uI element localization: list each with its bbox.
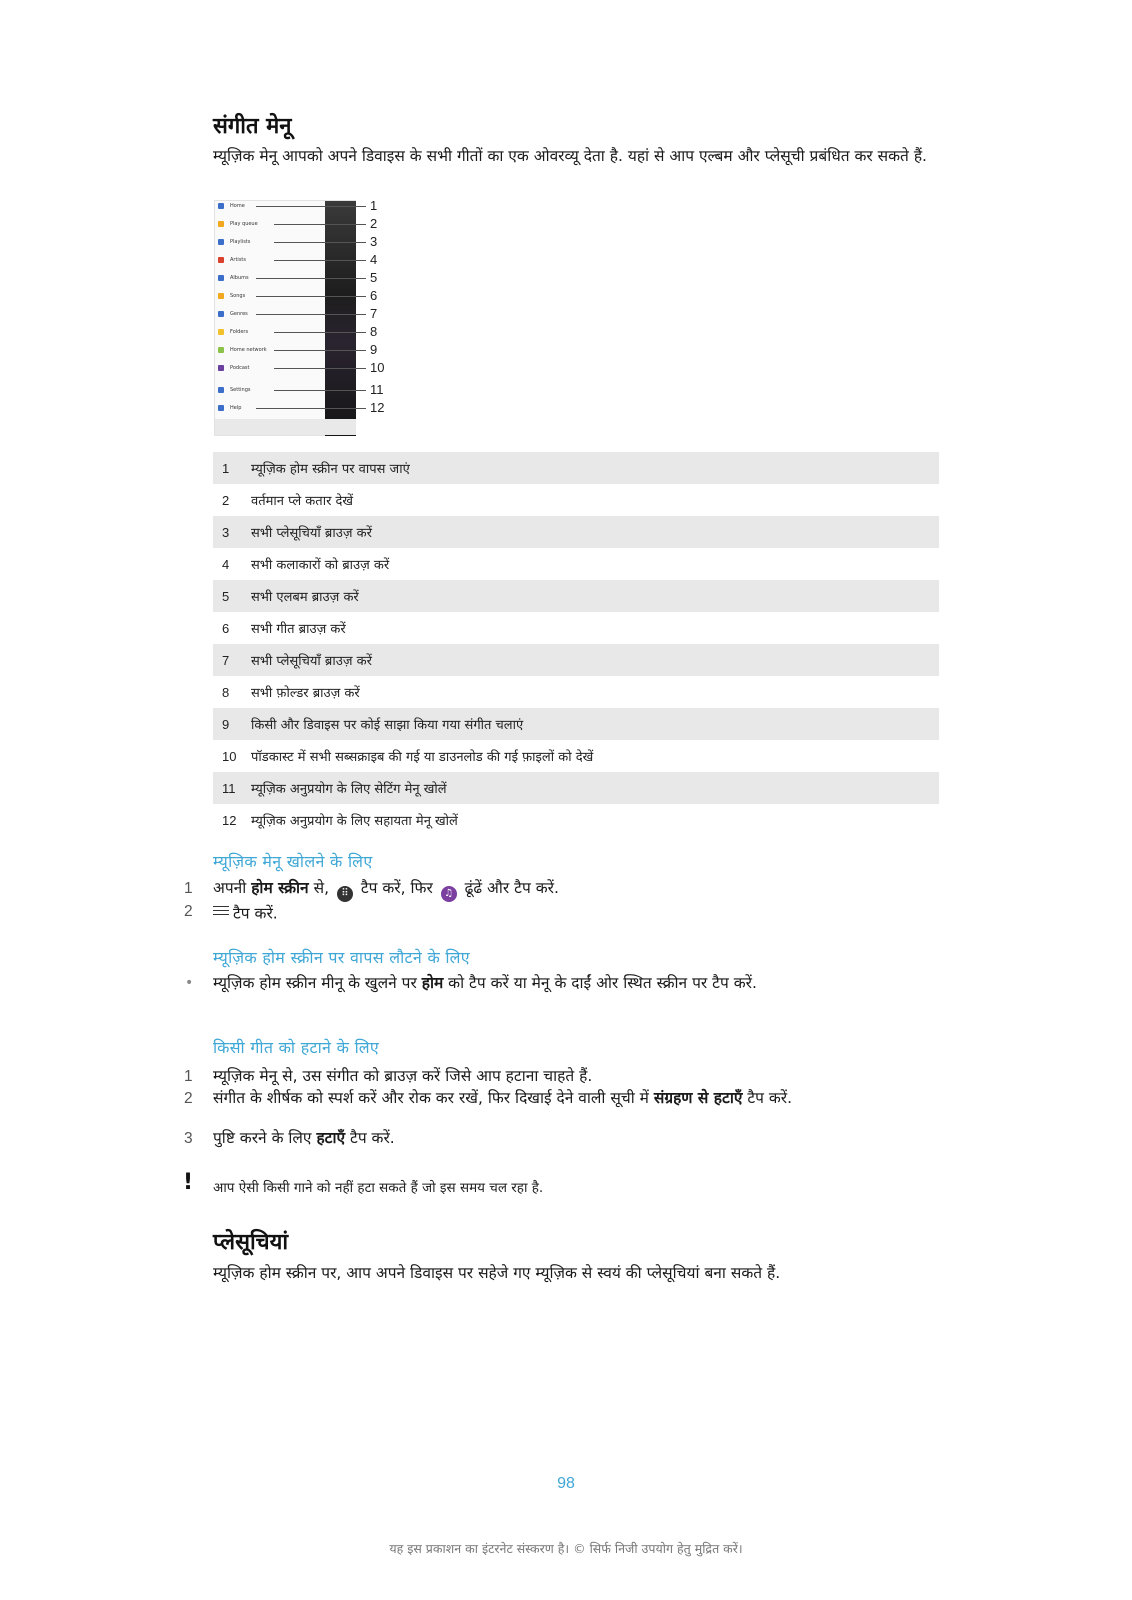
table-row [213,612,939,644]
callout-number: 5 [370,270,378,285]
row-description: वर्तमान प्ले कतार देखें [251,494,354,509]
step-number: 2 [184,903,193,920]
figure-menu-item [218,251,246,269]
section-title-playlists: प्लेसूचियां [213,1230,289,1255]
figure-menu-label: Home network [230,347,267,353]
step-text-part: अपनी [213,879,252,897]
table-row [213,708,939,740]
table-row [213,516,939,548]
figure-menu-icon [218,329,224,335]
row-number: 8 [222,684,230,700]
page-number: 98 [557,1475,575,1492]
figure-menu-item [218,381,251,399]
text-bold: संग्रहण से हटाएँ [653,1089,743,1107]
text-part: टैप करें. [742,1089,793,1107]
figure-menu-icon [218,365,224,371]
figure-menu-item [218,215,258,233]
callout-number: 8 [370,324,378,339]
text-part: टैप करें. [345,1129,395,1147]
music-app-icon: ♫ [441,886,457,902]
figure-menu-label: Home [230,203,245,209]
figure-menu-item [218,197,245,215]
page-footer: यह इस प्रकाशन का इंटरनेट संस्करण है। © सिर्फ निजी उपयोग हेतु मुद्रित करें। [389,1541,743,1556]
table-row [213,452,939,484]
figure-menu-item [218,269,249,287]
callout-leader-line [256,206,366,207]
step-number: 1 [184,1068,193,1085]
row-description: सभी प्लेसूचियाँ ब्राउज़ करें [251,526,372,541]
warning-icon: ! [183,1170,194,1195]
figure-menu-item [218,305,248,323]
step-text [213,903,913,923]
table-row [213,676,939,708]
text-bold: हटाएँ [316,1129,346,1147]
figure-menu-label: Settings [230,387,251,393]
step-number: 3 [184,1130,193,1147]
text-part: पुष्टि करने के लिए [213,1129,317,1147]
figure-menu-label: Playlists [230,239,251,245]
section-intro-playlists: म्यूज़िक होम स्क्रीन पर, आप अपने डिवाइस पर सहेजे गए म्यूज़िक से स्वयं की प्लेसूचियां बना सकते हैं. [213,1264,781,1282]
row-description: पॉडकास्ट में सभी सब्सक्राइब की गई या डाउनलोड की गई फ़ाइलों को देखें [251,750,594,765]
figure-menu-label: Podcast [230,365,250,371]
callout-number: 10 [370,360,385,375]
text-part: संगीत के शीर्षक को स्पर्श करें और रोक कर रखें, फिर दिखाई देने वाली सूची में [213,1089,654,1107]
section-title-music-menu: संगीत मेनू [213,114,292,139]
row-number: 3 [222,524,230,540]
heading-open-music-menu: म्यूज़िक मेनू खोलने के लिए [213,852,373,871]
callout-number: 2 [370,216,378,231]
figure-menu-label: Artists [230,257,246,263]
figure-menu-item [218,233,250,251]
figure-menu-icon [218,239,224,245]
step-text-bold: होम स्क्रीन [251,879,309,897]
row-description: म्यूज़िक होम स्क्रीन पर वापस जाएं [251,462,410,477]
row-number: 4 [222,556,230,572]
callout-leader-line [256,408,366,409]
hamburger-menu-icon [213,903,229,918]
text-bold: होम [421,974,444,992]
callout-leader-line [256,296,366,297]
figure-menu-label: Albums [230,275,249,281]
row-number: 2 [222,492,230,508]
callout-leader-line [274,332,366,333]
figure-menu-label: Genres [230,311,248,317]
callout-number: 7 [370,306,378,321]
figure-menu-icon [218,203,224,209]
callout-number: 3 [370,234,378,249]
table-row [213,580,939,612]
step-text [213,1090,853,1107]
row-description: म्यूज़िक अनुप्रयोग के लिए सहायता मेनू खोलें [251,814,458,829]
row-number: 12 [222,812,237,828]
figure-menu-label: Folders [230,329,249,335]
callout-leader-line [274,224,366,225]
figure-menu-icon [218,405,224,411]
row-description: सभी फ़ोल्डर ब्राउज़ करें [251,686,360,701]
phone-navbar [215,419,356,435]
row-description: सभी कलाकारों को ब्राउज़ करें [251,558,390,573]
phone-background-area [325,201,356,436]
figure-menu-icon [218,257,224,263]
table-row [213,484,939,516]
callout-leader-line [274,350,366,351]
text-part: को टैप करें या मेनू के दाईं ओर स्थित स्क्रीन पर टैप करें. [443,974,757,992]
step-text-part: ढूंढें और टैप करें. [459,879,559,897]
figure-menu-item [218,287,245,305]
step-text-part: टैप करें, फिर [355,879,438,897]
step-text [213,1130,913,1147]
row-number: 7 [222,652,230,668]
step-number: 2 [184,1090,193,1107]
row-description: सभी एलबम ब्राउज़ करें [251,590,359,605]
figure-menu-icon [218,221,224,227]
row-number: 9 [222,716,230,732]
callout-number: 9 [370,342,378,357]
step-number: 1 [184,880,193,897]
warning-note: आप ऐसी किसी गाने को नहीं हटा सकते हैं जो इस समय चल रहा है. [213,1180,544,1196]
row-number: 6 [222,620,230,636]
row-number: 10 [222,748,237,764]
figure-menu-icon [218,311,224,317]
table-row [213,644,939,676]
table-row [213,548,939,580]
row-description: सभी गीत ब्राउज़ करें [251,622,346,637]
figure-menu-label: Songs [230,293,246,299]
table-row [213,804,939,836]
section-intro-music-menu: म्यूज़िक मेनू आपको अपने डिवाइस के सभी गीतों का एक ओवरव्यू देता है. यहां से आप एल्बम और प्लेसूची प्रबंधित कर सकते हैं. [213,147,927,165]
step-text-part: से, [308,879,334,897]
figure-menu-icon [218,293,224,299]
row-description: सभी प्लेसूचियाँ ब्राउज़ करें [251,654,372,669]
bullet: • [185,975,194,991]
callout-number: 6 [370,288,378,303]
figure-menu-item [218,359,249,377]
callout-number: 11 [370,382,384,397]
callout-leader-line [274,260,366,261]
callout-leader-line [274,390,366,391]
figure-menu-item [218,341,267,359]
heading-return-home: म्यूज़िक होम स्क्रीन पर वापस लौटने के लिए [213,948,470,967]
row-description: किसी और डिवाइस पर कोई साझा किया गया संगीत चलाएं [251,718,524,733]
bullet-text [213,975,863,992]
table-row [213,740,939,772]
figure-menu-icon [218,275,224,281]
text-part: म्यूज़िक होम स्क्रीन मीनू के खुलने पर [213,974,422,992]
heading-delete-song: किसी गीत को हटाने के लिए [213,1038,380,1057]
table-row [213,772,939,804]
callout-leader-line [256,278,366,279]
callout-number: 1 [370,198,378,213]
row-number: 5 [222,588,230,604]
figure-menu-item [218,323,248,341]
figure-menu-item [218,399,241,417]
figure-menu-label: Play queue [230,221,258,227]
step-text-part: टैप करें. [233,904,278,923]
apps-grid-icon: ⠿ [337,886,353,902]
figure-menu-icon [218,387,224,393]
figure-menu-icon [218,347,224,353]
callout-leader-line [256,314,366,315]
step-text [213,880,913,902]
step-text: म्यूज़िक मेनू से, उस संगीत को ब्राउज़ करें जिसे आप हटाना चाहते हैं. [213,1067,593,1085]
music-menu-figure [214,200,389,436]
callout-number: 4 [370,252,378,267]
row-number: 11 [222,780,236,796]
menu-legend-table [213,452,939,836]
callout-leader-line [274,368,366,369]
row-number: 1 [222,460,230,476]
callout-number: 12 [370,400,385,415]
row-description: म्यूज़िक अनुप्रयोग के लिए सेटिंग मेनू खोलें [251,782,447,797]
callout-leader-line [274,242,366,243]
figure-menu-label: Help [230,405,242,411]
